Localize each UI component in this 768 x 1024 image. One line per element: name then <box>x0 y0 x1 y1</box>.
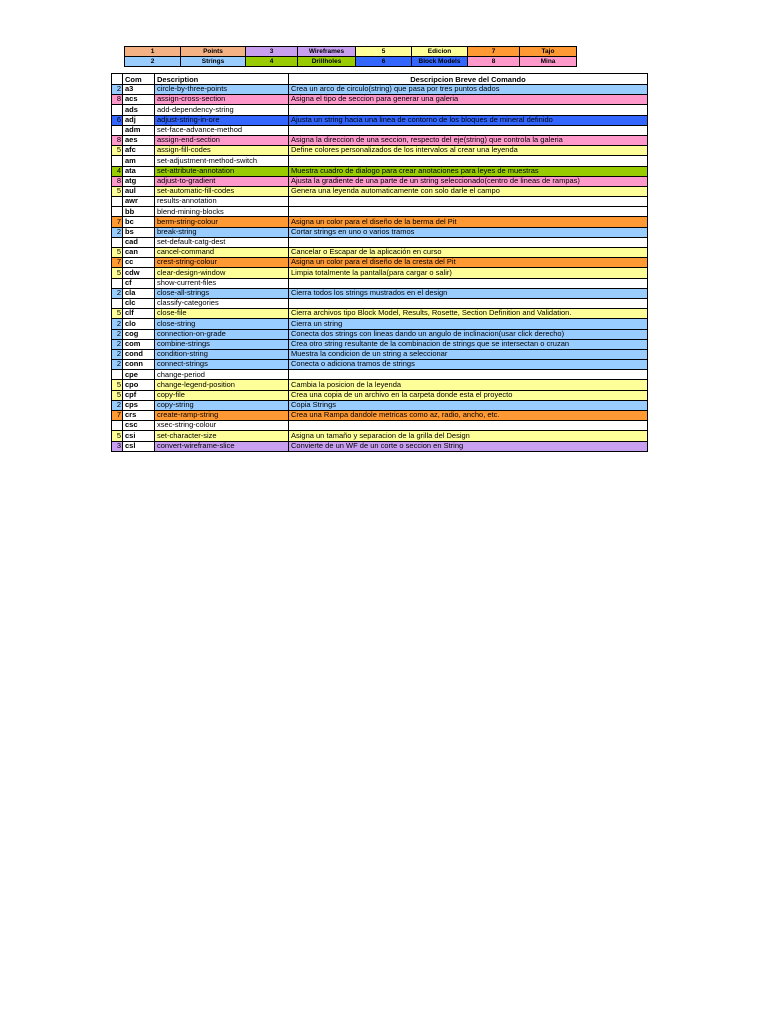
legend-category-label: Wireframes <box>298 47 356 57</box>
table-row <box>112 268 648 278</box>
row-category-number: 2 <box>112 85 123 95</box>
row-description: change-legend-position <box>155 380 289 390</box>
row-short-description: Asigna el tipo de seccion para generar una galeria <box>289 95 648 105</box>
row-command: can <box>123 248 155 258</box>
table-row <box>112 298 648 308</box>
legend-row <box>125 57 577 67</box>
legend-category-label: Strings <box>181 57 246 67</box>
row-command: adj <box>123 115 155 125</box>
row-command: csl <box>123 441 155 451</box>
row-short-description <box>289 278 648 288</box>
row-description: add-dependency-string <box>155 105 289 115</box>
header-row <box>112 74 648 85</box>
legend-category-number: 7 <box>468 47 520 57</box>
row-category-number <box>112 105 123 115</box>
row-description: adjust-to-gradient <box>155 176 289 186</box>
header-description: Description <box>155 74 289 85</box>
row-short-description: Cortar strings en uno o varios tramos <box>289 227 648 237</box>
row-category-number: 2 <box>112 339 123 349</box>
row-short-description: Conecta o adiciona tramos de strings <box>289 360 648 370</box>
row-description: break-string <box>155 227 289 237</box>
row-category-number: 5 <box>112 380 123 390</box>
table-row <box>112 421 648 431</box>
table-row <box>112 176 648 186</box>
legend-category-number: 5 <box>356 47 412 57</box>
row-command: cog <box>123 329 155 339</box>
row-command: aes <box>123 135 155 145</box>
row-command: atg <box>123 176 155 186</box>
row-description: create-ramp-string <box>155 411 289 421</box>
table-row <box>112 95 648 105</box>
row-category-number: 5 <box>112 186 123 196</box>
header-com: Com <box>123 74 155 85</box>
row-description: condition-string <box>155 349 289 359</box>
row-short-description: Asigna un color para el diseño de la berma del Pit <box>289 217 648 227</box>
row-short-description: Asigna la direccion de una seccion, respecto del eje(string) que controla la galeria <box>289 135 648 145</box>
row-short-description <box>289 207 648 217</box>
table-row <box>112 390 648 400</box>
row-category-number <box>112 197 123 207</box>
row-command: aul <box>123 186 155 196</box>
row-short-description: Cierra archivos tipo Block Model, Results, Rosette, Section Definition and Validation. <box>289 309 648 319</box>
row-category-number: 4 <box>112 166 123 176</box>
row-short-description: Conecta dos strings con lineas dando un angulo de inclinacion(usar click derecho) <box>289 329 648 339</box>
table-row <box>112 197 648 207</box>
table-row <box>112 217 648 227</box>
row-command: adm <box>123 125 155 135</box>
row-short-description: Crea un arco de circulo(string) que pasa por tres puntos dados <box>289 85 648 95</box>
row-description: close-file <box>155 309 289 319</box>
legend-row <box>125 47 577 57</box>
row-category-number: 5 <box>112 309 123 319</box>
legend-category-number: 3 <box>246 47 298 57</box>
row-command: cf <box>123 278 155 288</box>
row-short-description: Copia Strings <box>289 400 648 410</box>
row-short-description: Cancelar o Escapar de la aplicación en curso <box>289 248 648 258</box>
row-short-description: Define colores personalizados de los intervalos al crear una leyenda <box>289 146 648 156</box>
row-category-number: 5 <box>112 390 123 400</box>
row-short-description: Crea otro string resultante de la combinacion de strings que se intersectan o cruzan <box>289 339 648 349</box>
row-category-number: 3 <box>112 441 123 451</box>
legend-category-number: 8 <box>468 57 520 67</box>
row-description: crest-string-colour <box>155 258 289 268</box>
row-category-number: 2 <box>112 349 123 359</box>
row-command: cpf <box>123 390 155 400</box>
row-description: adjust-string-in-ore <box>155 115 289 125</box>
row-command: clc <box>123 298 155 308</box>
row-description: set-character-size <box>155 431 289 441</box>
row-description: cancel-command <box>155 248 289 258</box>
row-description: set-automatic-fill-codes <box>155 186 289 196</box>
table-row <box>112 360 648 370</box>
table-row <box>112 115 648 125</box>
row-short-description <box>289 298 648 308</box>
row-description: assign-cross-section <box>155 95 289 105</box>
row-description: close-all-strings <box>155 288 289 298</box>
row-short-description: Ajusta la gradiente de una parte de un string seleccionado(centro de lineas de rampas) <box>289 176 648 186</box>
row-short-description: Asigna un tamaño y separacion de la grilla del Design <box>289 431 648 441</box>
row-category-number: 2 <box>112 360 123 370</box>
row-description: xsec-string-colour <box>155 421 289 431</box>
row-command: a3 <box>123 85 155 95</box>
row-description: classify-categories <box>155 298 289 308</box>
row-category-number: 7 <box>112 217 123 227</box>
row-short-description: Crea una copia de un archivo en la carpeta donde esta el proyecto <box>289 390 648 400</box>
row-short-description: Muestra cuadro de dialogo para crear anotaciones para leyes de muestras <box>289 166 648 176</box>
category-legend <box>124 46 577 67</box>
row-category-number: 5 <box>112 431 123 441</box>
row-command: cpe <box>123 370 155 380</box>
row-short-description: Cierra todos los strings mustrados en el design <box>289 288 648 298</box>
row-short-description <box>289 237 648 247</box>
table-row <box>112 288 648 298</box>
row-description: close-string <box>155 319 289 329</box>
row-short-description: Ajusta un string hacia una linea de contorno de los bloques de mineral definido <box>289 115 648 125</box>
table-row <box>112 248 648 258</box>
row-description: circle-by-three-points <box>155 85 289 95</box>
row-short-description: Limpia totalmente la pantalla(para cargar o salir) <box>289 268 648 278</box>
table-row <box>112 349 648 359</box>
row-description: connect-strings <box>155 360 289 370</box>
row-command: cps <box>123 400 155 410</box>
row-command: cdw <box>123 268 155 278</box>
table-row <box>112 146 648 156</box>
row-short-description <box>289 105 648 115</box>
row-category-number: 5 <box>112 268 123 278</box>
table-row <box>112 258 648 268</box>
row-short-description <box>289 125 648 135</box>
table-row <box>112 370 648 380</box>
row-category-number: 5 <box>112 146 123 156</box>
row-description: copy-string <box>155 400 289 410</box>
table-row <box>112 166 648 176</box>
row-description: set-face-advance-method <box>155 125 289 135</box>
row-description: assign-fill-codes <box>155 146 289 156</box>
table-row <box>112 319 648 329</box>
row-description: results-annotation <box>155 197 289 207</box>
row-short-description: Cierra un string <box>289 319 648 329</box>
row-command: clf <box>123 309 155 319</box>
row-short-description: Convierte de un WF de un corte o seccion en String <box>289 441 648 451</box>
row-description: set-adjustment-method-switch <box>155 156 289 166</box>
row-command: cpo <box>123 380 155 390</box>
table-row <box>112 156 648 166</box>
legend-category-label: Drillholes <box>298 57 356 67</box>
row-command: am <box>123 156 155 166</box>
row-category-number <box>112 207 123 217</box>
table-row <box>112 125 648 135</box>
legend-category-label: Block Models <box>412 57 468 67</box>
table-row <box>112 309 648 319</box>
row-command: bb <box>123 207 155 217</box>
row-category-number <box>112 278 123 288</box>
row-command: bc <box>123 217 155 227</box>
legend-category-label: Mina <box>520 57 577 67</box>
row-short-description <box>289 197 648 207</box>
row-command: clo <box>123 319 155 329</box>
row-short-description <box>289 370 648 380</box>
row-command: awr <box>123 197 155 207</box>
row-command: com <box>123 339 155 349</box>
row-description: set-attribute-annotation <box>155 166 289 176</box>
row-category-number <box>112 298 123 308</box>
row-short-description: Genera una leyenda automaticamente con solo darle el campo <box>289 186 648 196</box>
legend-category-label: Points <box>181 47 246 57</box>
row-description: change-period <box>155 370 289 380</box>
row-command: csc <box>123 421 155 431</box>
table-row <box>112 237 648 247</box>
row-short-description: Asigna un color para el diseño de la cresta del Pit <box>289 258 648 268</box>
row-command: ata <box>123 166 155 176</box>
table-row <box>112 186 648 196</box>
row-command: cad <box>123 237 155 247</box>
row-command: csi <box>123 431 155 441</box>
row-command: conn <box>123 360 155 370</box>
row-description: combine-strings <box>155 339 289 349</box>
row-description: clear-design-window <box>155 268 289 278</box>
command-table <box>111 73 648 452</box>
header-short-description: Descripcion Breve del Comando <box>289 74 648 85</box>
row-description: berm-string-colour <box>155 217 289 227</box>
row-command: cc <box>123 258 155 268</box>
row-category-number: 6 <box>112 115 123 125</box>
table-row <box>112 380 648 390</box>
row-category-number: 2 <box>112 288 123 298</box>
table-row <box>112 400 648 410</box>
legend-category-number: 2 <box>125 57 181 67</box>
table-row <box>112 85 648 95</box>
row-category-number <box>112 370 123 380</box>
row-description: connection-on-grade <box>155 329 289 339</box>
row-command: cla <box>123 288 155 298</box>
table-row <box>112 135 648 145</box>
table-row <box>112 105 648 115</box>
row-short-description: Cambia la posicion de la leyenda <box>289 380 648 390</box>
table-row <box>112 227 648 237</box>
row-category-number: 8 <box>112 135 123 145</box>
table-row <box>112 431 648 441</box>
row-command: ads <box>123 105 155 115</box>
row-category-number: 7 <box>112 411 123 421</box>
row-description: set-default-catg-dest <box>155 237 289 247</box>
legend-category-number: 4 <box>246 57 298 67</box>
row-description: copy-file <box>155 390 289 400</box>
table-row <box>112 339 648 349</box>
row-description: assign-end-section <box>155 135 289 145</box>
row-command: cond <box>123 349 155 359</box>
row-category-number <box>112 421 123 431</box>
legend-category-number: 1 <box>125 47 181 57</box>
row-category-number: 2 <box>112 400 123 410</box>
header-num <box>112 74 123 85</box>
table-row <box>112 207 648 217</box>
row-short-description: Crea una Rampa dandole metricas como az, radio, ancho, etc. <box>289 411 648 421</box>
row-category-number: 2 <box>112 227 123 237</box>
table-row <box>112 411 648 421</box>
row-description: convert-wireframe-slice <box>155 441 289 451</box>
table-row <box>112 278 648 288</box>
row-category-number <box>112 156 123 166</box>
row-category-number: 5 <box>112 248 123 258</box>
row-category-number: 8 <box>112 95 123 105</box>
row-description: show-current-files <box>155 278 289 288</box>
row-description: blend-mining-blocks <box>155 207 289 217</box>
row-command: afc <box>123 146 155 156</box>
row-command: crs <box>123 411 155 421</box>
row-command: acs <box>123 95 155 105</box>
table-row <box>112 441 648 451</box>
table-row <box>112 329 648 339</box>
row-short-description <box>289 421 648 431</box>
row-category-number: 7 <box>112 258 123 268</box>
legend-category-label: Edicion <box>412 47 468 57</box>
row-command: bs <box>123 227 155 237</box>
row-category-number <box>112 125 123 135</box>
legend-category-label: Tajo <box>520 47 577 57</box>
row-category-number <box>112 237 123 247</box>
legend-category-number: 6 <box>356 57 412 67</box>
row-category-number: 2 <box>112 319 123 329</box>
row-category-number: 8 <box>112 176 123 186</box>
row-short-description <box>289 156 648 166</box>
row-short-description: Muestra la condicion de un string a seleccionar <box>289 349 648 359</box>
row-category-number: 2 <box>112 329 123 339</box>
